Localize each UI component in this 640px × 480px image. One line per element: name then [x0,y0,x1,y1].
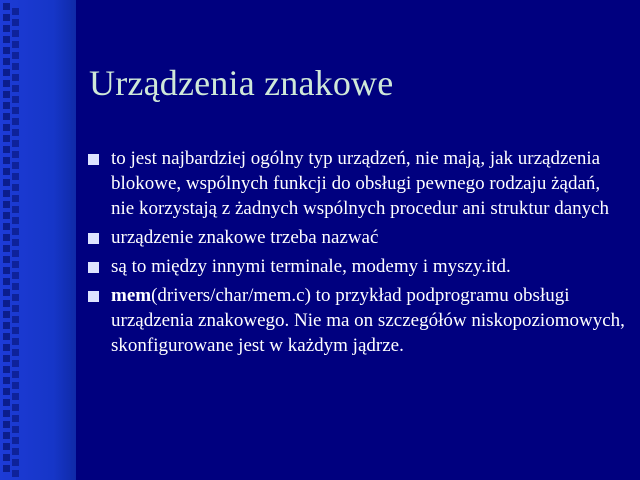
bullet-bold-term: mem [111,285,152,306]
pattern-square [12,426,19,433]
dot-pattern [0,0,20,480]
pattern-square [3,234,10,241]
bullet-list [88,146,628,362]
pattern-square [3,300,10,307]
pattern-square [12,404,19,411]
pattern-square [12,195,19,202]
pattern-square [3,212,10,219]
bullet-text: to jest najbardziej ogólny typ urządzeń, nie mają, jak urządzenia blokowe, wspólnych funkcji do obsługi pewnego rodzaju żądań, nie korzystają z żadnych wspólnych procedur ani struktur danych [111,148,610,219]
bullet-text: urządzenie znakowe trzeba nazwać [111,227,379,248]
pattern-square [12,206,19,213]
pattern-square [12,19,19,26]
square-bullet-icon [88,291,99,302]
pattern-square [3,432,10,439]
pattern-square [12,338,19,345]
pattern-square [3,443,10,450]
square-bullet-icon [88,154,99,165]
pattern-square [12,415,19,422]
square-bullet-icon [88,233,99,244]
pattern-square [12,129,19,136]
pattern-square [12,349,19,356]
pattern-square [12,316,19,323]
pattern-square [3,465,10,472]
pattern-square [12,261,19,268]
pattern-square [3,410,10,417]
pattern-square [3,388,10,395]
pattern-square [3,190,10,197]
pattern-square [3,14,10,21]
pattern-square [12,371,19,378]
pattern-square [12,30,19,37]
pattern-square [3,245,10,252]
pattern-square [12,294,19,301]
pattern-square [12,151,19,158]
pattern-square [12,239,19,246]
pattern-square [3,267,10,274]
pattern-square [12,63,19,70]
pattern-square [3,113,10,120]
pattern-square [12,217,19,224]
pattern-square [12,437,19,444]
pattern-square [3,355,10,362]
pattern-square [12,305,19,312]
bullet-item [88,225,628,250]
pattern-square [3,333,10,340]
pattern-square [3,157,10,164]
pattern-square [12,393,19,400]
bullet-item [88,283,628,358]
pattern-square [12,470,19,477]
bullet-item [88,254,628,279]
pattern-square [3,201,10,208]
pattern-square [3,344,10,351]
pattern-square [3,179,10,186]
pattern-square [12,162,19,169]
pattern-square [12,459,19,466]
pattern-square [12,173,19,180]
slide-title: Urządzenia znakowe [89,63,394,103]
pattern-square [3,58,10,65]
bullet-item [88,146,628,221]
pattern-square [12,107,19,114]
pattern-square [3,256,10,263]
pattern-square [3,399,10,406]
pattern-square [3,454,10,461]
pattern-square [3,25,10,32]
pattern-square [12,140,19,147]
pattern-square [12,85,19,92]
pattern-square [3,80,10,87]
pattern-square [12,382,19,389]
pattern-square [3,168,10,175]
square-bullet-icon [88,262,99,273]
pattern-square [3,223,10,230]
pattern-square [12,228,19,235]
pattern-square [3,69,10,76]
bullet-text: (drivers/char/mem.c) to przykład podprogramu obsługi urządzenia znakowego. Nie ma on szczegółów niskopoziomowych, skonfigurowane jest w każdym jądrze. [111,285,625,356]
pattern-square [12,74,19,81]
pattern-square [12,52,19,59]
pattern-square [3,278,10,285]
pattern-square [3,146,10,153]
pattern-square [12,250,19,257]
pattern-square [12,327,19,334]
pattern-square [12,8,19,15]
pattern-square [3,91,10,98]
pattern-square [12,184,19,191]
pattern-square [12,41,19,48]
pattern-square [3,102,10,109]
pattern-square [3,135,10,142]
pattern-square [3,377,10,384]
pattern-square [3,47,10,54]
pattern-square [12,96,19,103]
pattern-square [3,421,10,428]
pattern-square [3,289,10,296]
pattern-square [3,124,10,131]
pattern-square [3,36,10,43]
pattern-square [12,272,19,279]
pattern-square [12,283,19,290]
pattern-square [3,311,10,318]
pattern-square [12,118,19,125]
pattern-square [12,448,19,455]
pattern-square [12,360,19,367]
pattern-square [3,366,10,373]
pattern-square [3,3,10,10]
pattern-square [3,322,10,329]
bullet-text: są to między innymi terminale, modemy i myszy.itd. [111,256,511,277]
